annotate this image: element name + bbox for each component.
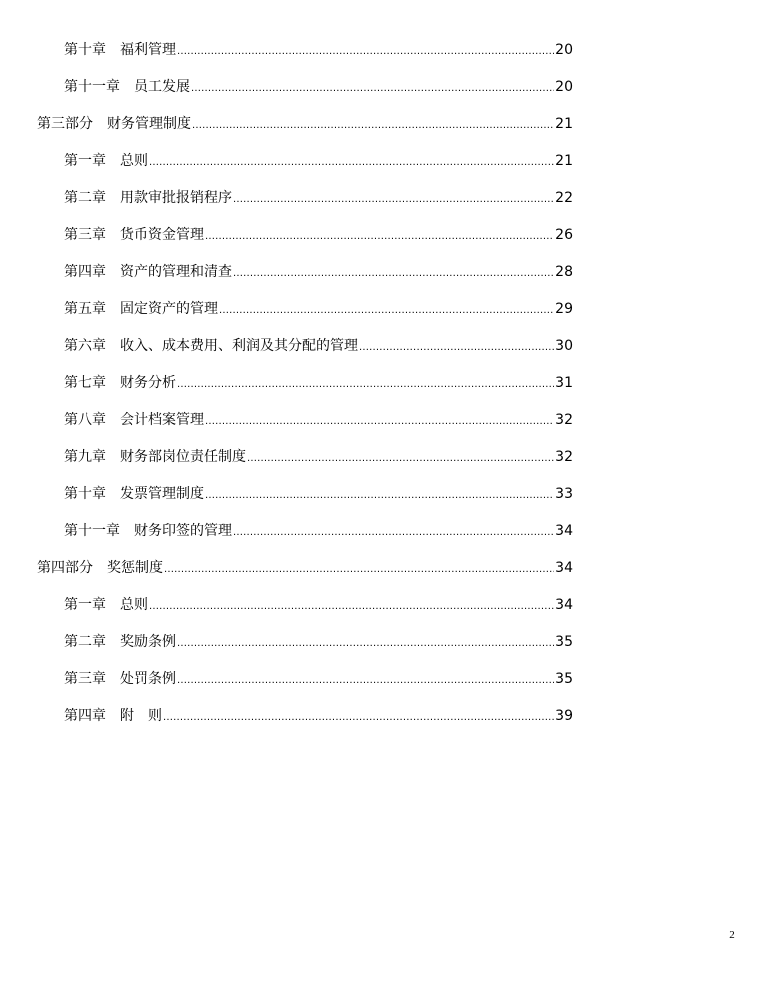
toc-entry-line[interactable] (64, 143, 573, 181)
page-number: 2 (729, 929, 735, 941)
toc-entry-title[interactable]: 第一章 总则 (64, 153, 148, 169)
dot-leader (205, 403, 554, 440)
toc-entry[interactable] (0, 32, 770, 69)
toc-entry-line[interactable] (64, 180, 573, 218)
toc-entry-line[interactable] (64, 661, 573, 699)
toc-entry[interactable] (0, 291, 770, 328)
toc-entry-line[interactable] (64, 476, 573, 514)
toc-entry-title[interactable]: 第一章 总则 (64, 597, 148, 613)
dot-leader (163, 699, 554, 736)
toc-entry-page[interactable]: 32 (555, 449, 573, 465)
toc-entry-line[interactable] (64, 328, 573, 366)
toc-entry-title[interactable]: 第二章 奖励条例 (64, 634, 176, 650)
toc-entry-line[interactable] (37, 550, 573, 588)
toc-entry-page[interactable]: 22 (555, 190, 573, 206)
toc-entry-page[interactable]: 34 (555, 523, 573, 539)
toc-entry-page[interactable]: 20 (555, 79, 573, 95)
toc-entry-title[interactable]: 第七章 财务分析 (64, 375, 176, 391)
toc-entry-page[interactable]: 20 (555, 42, 573, 58)
toc-entry[interactable] (0, 513, 770, 550)
toc-entry-title[interactable]: 第六章 收入、成本费用、利润及其分配的管理 (64, 338, 358, 354)
dot-leader (205, 477, 554, 514)
toc-entry-line[interactable] (64, 402, 573, 440)
dot-leader (164, 551, 554, 588)
toc-entry-title[interactable]: 第九章 财务部岗位责任制度 (64, 449, 246, 465)
dot-leader (219, 292, 554, 329)
toc-entry-page[interactable]: 34 (555, 560, 573, 576)
toc-entry[interactable] (0, 69, 770, 106)
table-of-contents (0, 32, 770, 735)
toc-entry-title[interactable]: 第十一章 财务印签的管理 (64, 523, 232, 539)
dot-leader (177, 625, 554, 662)
toc-entry-page[interactable]: 26 (555, 227, 573, 243)
toc-entry-title[interactable]: 第三章 货币资金管理 (64, 227, 204, 243)
toc-entry[interactable] (0, 661, 770, 698)
dot-leader (177, 366, 554, 403)
toc-entry-title[interactable]: 第十章 福利管理 (64, 42, 176, 58)
toc-entry-page[interactable]: 30 (555, 338, 573, 354)
toc-entry[interactable] (0, 624, 770, 661)
dot-leader (233, 181, 554, 218)
toc-entry-page[interactable]: 39 (555, 708, 573, 724)
toc-entry-line[interactable] (64, 624, 573, 662)
toc-entry[interactable] (0, 587, 770, 624)
toc-entry-line[interactable] (64, 439, 573, 477)
toc-entry[interactable] (0, 143, 770, 180)
toc-entry-line[interactable] (64, 698, 573, 736)
toc-entry-title[interactable]: 第二章 用款审批报销程序 (64, 190, 232, 206)
toc-entry-page[interactable]: 21 (555, 153, 573, 169)
toc-entry-title[interactable]: 第十一章 员工发展 (64, 79, 190, 95)
toc-entry-title[interactable]: 第四章 资产的管理和清查 (64, 264, 232, 280)
toc-entry-title[interactable]: 第三部分 财务管理制度 (37, 116, 191, 132)
dot-leader (149, 144, 554, 181)
toc-entry[interactable] (0, 254, 770, 291)
dot-leader (233, 255, 554, 292)
toc-entry-page[interactable]: 33 (555, 486, 573, 502)
toc-entry-title[interactable]: 第四章 附 则 (64, 708, 162, 724)
toc-entry[interactable] (0, 698, 770, 735)
toc-entry-title[interactable]: 第四部分 奖惩制度 (37, 560, 163, 576)
toc-part-entry[interactable] (0, 106, 770, 143)
toc-entry-page[interactable]: 21 (555, 116, 573, 132)
dot-leader (149, 588, 554, 625)
toc-part-entry[interactable] (0, 550, 770, 587)
toc-entry-line[interactable] (64, 513, 573, 551)
dot-leader (177, 662, 554, 699)
dot-leader (359, 329, 554, 366)
toc-entry-title[interactable]: 第八章 会计档案管理 (64, 412, 204, 428)
toc-entry-line[interactable] (64, 291, 573, 329)
toc-entry[interactable] (0, 180, 770, 217)
toc-entry-title[interactable]: 第三章 处罚条例 (64, 671, 176, 687)
toc-entry[interactable] (0, 439, 770, 476)
dot-leader (191, 70, 554, 107)
toc-entry-page[interactable]: 32 (555, 412, 573, 428)
toc-entry[interactable] (0, 402, 770, 439)
toc-entry-page[interactable]: 29 (555, 301, 573, 317)
toc-entry-page[interactable]: 35 (555, 634, 573, 650)
toc-entry-line[interactable] (64, 32, 573, 70)
dot-leader (177, 33, 554, 70)
toc-entry-line[interactable] (64, 69, 573, 107)
dot-leader (247, 440, 554, 477)
toc-entry-page[interactable]: 31 (555, 375, 573, 391)
toc-entry-line[interactable] (64, 587, 573, 625)
toc-entry[interactable] (0, 217, 770, 254)
toc-entry-page[interactable]: 34 (555, 597, 573, 613)
dot-leader (192, 107, 554, 144)
toc-entry-line[interactable] (64, 254, 573, 292)
toc-entry-page[interactable]: 28 (555, 264, 573, 280)
toc-entry-line[interactable] (37, 106, 573, 144)
toc-entry-line[interactable] (64, 365, 573, 403)
toc-entry-title[interactable]: 第五章 固定资产的管理 (64, 301, 218, 317)
toc-entry[interactable] (0, 476, 770, 513)
dot-leader (233, 514, 554, 551)
toc-entry-title[interactable]: 第十章 发票管理制度 (64, 486, 204, 502)
toc-entry-line[interactable] (64, 217, 573, 255)
dot-leader (205, 218, 554, 255)
toc-entry[interactable] (0, 328, 770, 365)
toc-entry-page[interactable]: 35 (555, 671, 573, 687)
toc-entry[interactable] (0, 365, 770, 402)
